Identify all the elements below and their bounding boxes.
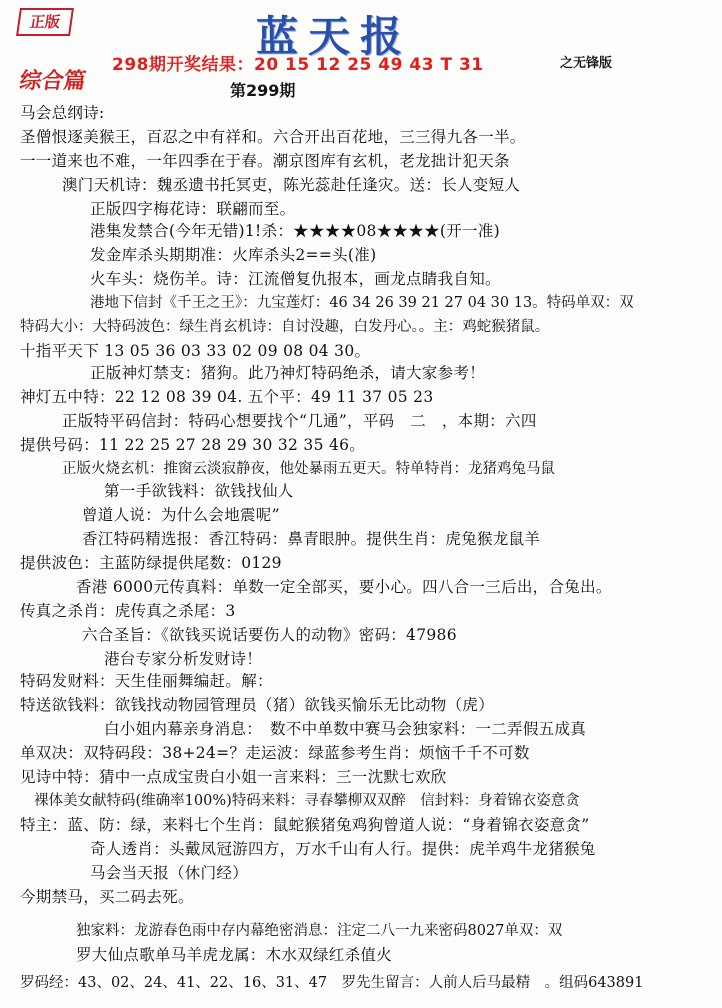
- text-line: 特码发财料：天生佳丽舞编赶。解：: [20, 672, 273, 690]
- genuine-badge: 正版: [16, 8, 74, 36]
- text-line: 提供号码：11 22 25 27 28 29 30 32 35 46。: [20, 436, 366, 454]
- text-line: 正版神灯禁支：猪狗。此乃神灯特码绝杀，请大家参考！: [90, 364, 486, 382]
- text-line: 见诗中特：猜中一点成宝贵白小姐一言来料：三一沈默七欢欣: [20, 768, 447, 786]
- text-line: 六合圣旨：《欲钱买说话要伤人的动物》密码：47986: [82, 626, 457, 644]
- text-line: 澳门天机诗：魏丞遗书托冥吏，陈光蕊赴任逢灾。送：长人变短人: [62, 176, 521, 194]
- text-line: 圣僧恨逐美猴王，百忍之中有祥和。六合开出百花地，三三得九各一半。: [20, 128, 526, 146]
- draw-result-banner: 298期开奖结果：20 15 12 25 49 43 T 31: [112, 55, 484, 75]
- newspaper-title: 蓝天报: [256, 12, 413, 61]
- text-line: 独家料：龙游春色雨中存内幕绝密消息：注定二八一九来密码8027单双：双: [76, 923, 563, 939]
- text-line: 提供波色：主蓝防绿提供尾数：0129: [20, 554, 282, 572]
- text-line: 十指平天下 13 05 36 03 33 02 09 08 04 30。: [20, 342, 371, 360]
- text-line: 奇人透肖：头戴凤冠游四方，万水千山有人行。提供：虎羊鸡牛龙猪猴兔: [90, 840, 596, 858]
- text-line: 单双决：双特码段：38+24=？走运波：绿蓝参考生肖：烦恼千千不可数: [20, 744, 530, 762]
- text-line: 特主：蓝、防：绿，来料七个生肖：鼠蛇猴猪兔鸡狗曾道人说：“身着锦衣姿意贪”: [20, 816, 590, 834]
- text-line: 曾道人说：为什么会地震呢”: [82, 506, 280, 524]
- text-line: 香港 6000元传真料：单数一定全部买，要小心。四八合一三后出，合兔出。: [76, 578, 612, 596]
- text-line: 火车头：烧伤羊。诗：江流僧复仇报本，画龙点睛我自知。: [90, 270, 501, 288]
- text-line: 港台专家分析发财诗！: [104, 650, 263, 668]
- text-line: 马会当天报（休门经）: [90, 864, 249, 882]
- text-line: 今期禁马，买二码去死。: [20, 888, 194, 906]
- section-heading: 综合篇: [17, 68, 88, 94]
- text-line: 发金库杀头期期准：火库杀头2==头(准): [90, 246, 377, 264]
- text-line: 正版四字梅花诗：联翩而至。: [90, 200, 296, 218]
- text-line: 罗大仙点歌单马羊虎龙属：木水双绿红杀值火: [76, 946, 393, 964]
- text-line: 罗码经：43、02、24、41、22、16、31、47 罗先生留言：人前人后马最精 。组码643891: [20, 975, 644, 991]
- text-line: 传真之杀肖：虎传真之杀尾：3: [20, 602, 236, 620]
- text-line: 港地下信封《千王之王》：九宝莲灯：46 34 26 39 21 27 04 30 13。特码单双：双: [90, 295, 634, 311]
- text-line: 第一手欲钱料：欲钱找仙人: [104, 482, 294, 500]
- text-line: 港集发禁合(今年无错)1!杀：★★★★08★★★★(开一准): [90, 222, 501, 240]
- text-line: 特码大小：大特码波色：绿生肖玄机诗：自讨没趣，白发丹心。。主：鸡蛇猴猪鼠。: [20, 319, 550, 335]
- text-line: 特送欲钱料：欲钱找动物园管理员（猪）欲钱买愉乐无比动物（虎）: [20, 696, 495, 714]
- text-line: 裸体美女献特码(维确率100%)特码来料：寻春攀柳双双醉 信封料：身着锦衣姿意贪: [34, 793, 580, 809]
- text-line: 神灯五中特：22 12 08 39 04. 五个平：49 11 37 05 23: [20, 388, 434, 406]
- text-line: 白小姐内幕亲身消息： 数不中单数中赛马会独家料：一二弄假五成真: [104, 720, 587, 738]
- text-line: 正版特平码信封：特码心想要找个“几通”，平码 二 ，本期：六四: [62, 412, 537, 430]
- text-line: 一一道来也不难，一年四季在于春。潮京图库有玄机，老龙拙计犯天条: [20, 152, 510, 170]
- text-line: 正版火烧玄机：推窗云淡寂静夜，他处暴雨五更天。特单特肖：龙猪鸡兔马鼠: [62, 461, 555, 477]
- issue-number: 第299期: [230, 81, 296, 100]
- text-line: 马会总纲诗:: [20, 104, 105, 122]
- edition-label: 之无锋版: [560, 56, 613, 71]
- text-line: 香江特码精选报：香江特码：鼻青眼肿。提供生肖：虎兔猴龙鼠羊: [82, 530, 541, 548]
